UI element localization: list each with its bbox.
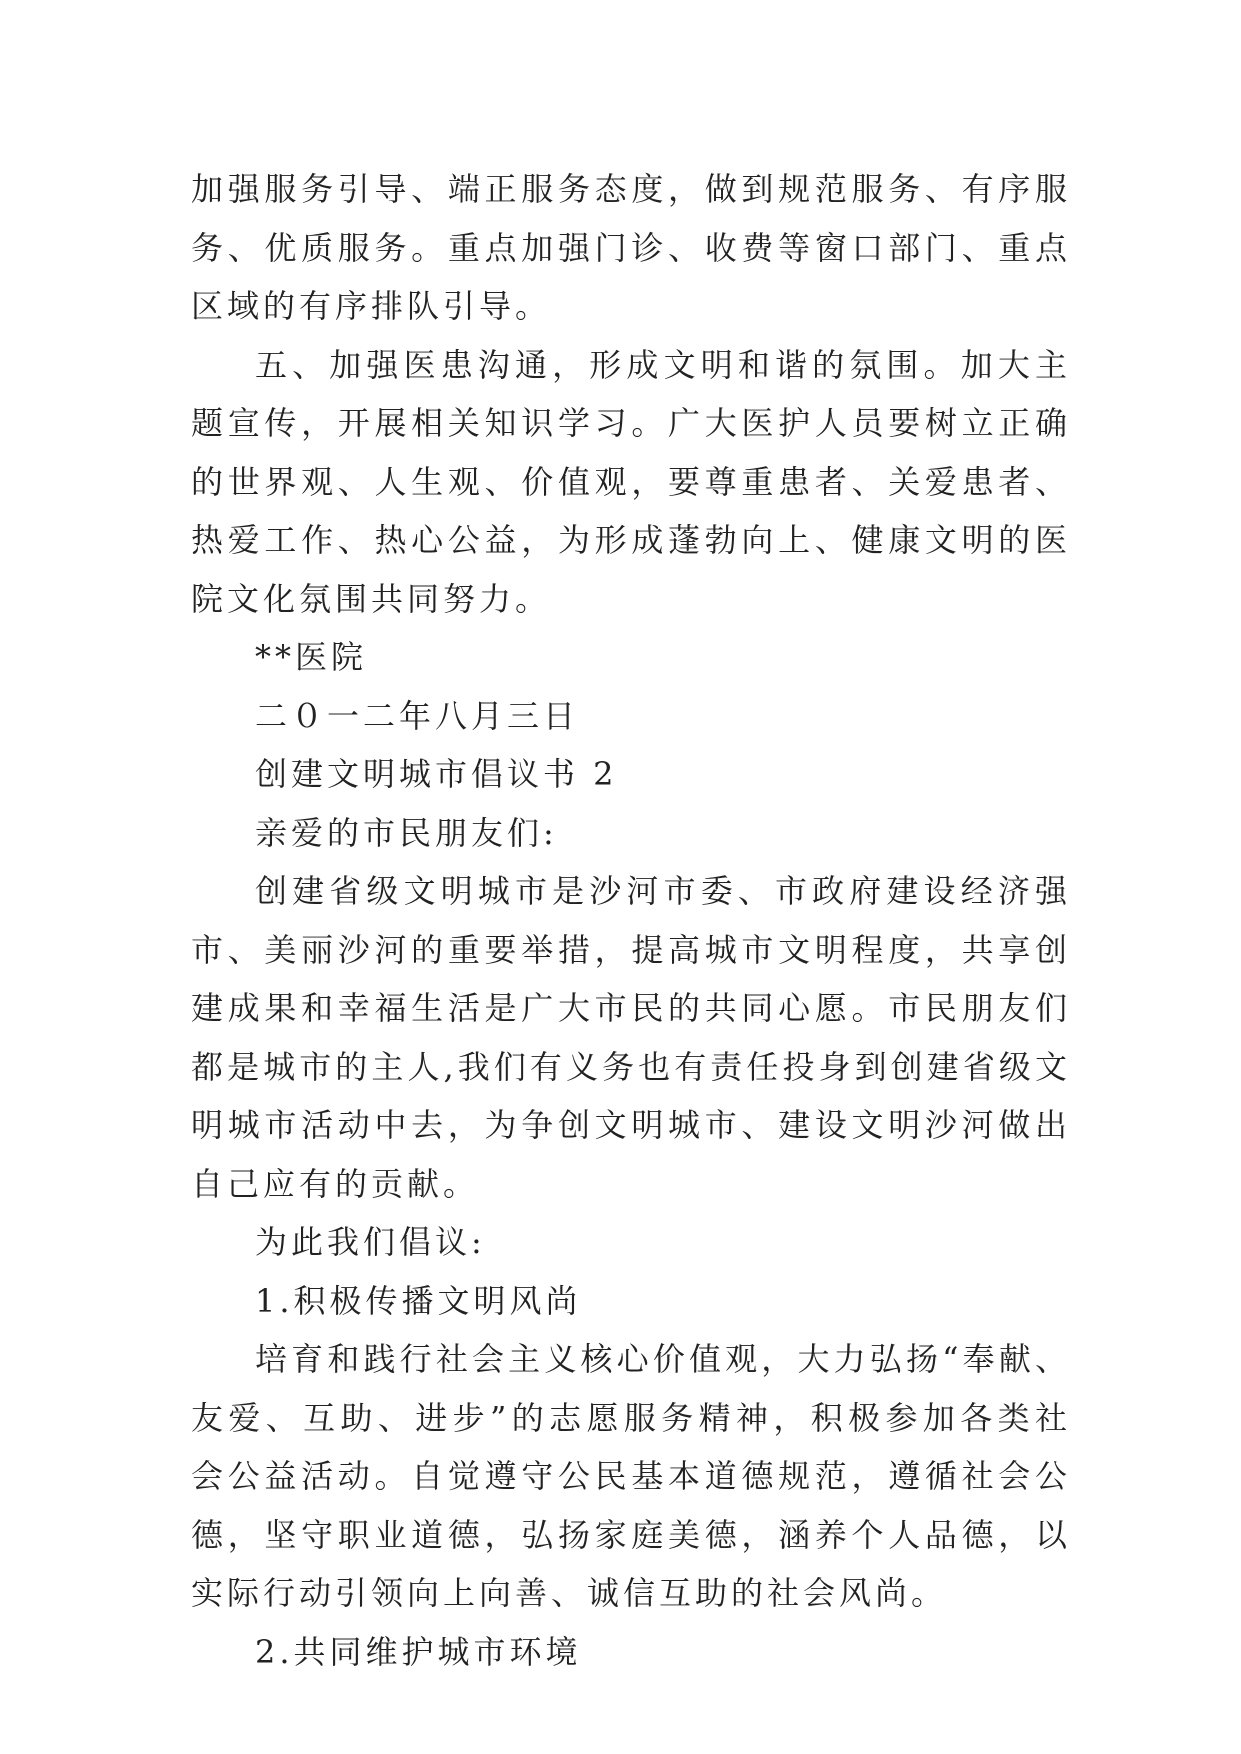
salutation: 亲爱的市民朋友们:	[255, 813, 558, 852]
proposal-lead: 为此我们倡议:	[255, 1223, 486, 1261]
proposal-heading-2: 2.共同维护城市环境	[255, 1632, 582, 1671]
signature-date: 二０一二年八月三日	[255, 696, 580, 735]
section-title: 创建文明城市倡议书 2	[255, 755, 618, 793]
document-body	[191, 160, 1071, 1681]
signature-hospital: **医院	[255, 638, 368, 676]
proposal-heading-1: 1.积极传播文明风尚	[255, 1281, 582, 1320]
proposal-body-1: 培育和践行社会主义核心价值观，大力弘扬“奉献、友爱、互助、进步”的志愿服务精神，积极参加各类社会公益活动。自觉遵守公民基本道德规范，遵循社会公德，坚守职业道德，弘扬家庭美德，涵养个人品德，以实际行动引领向上向善、诚信互助的社会风尚。	[191, 1340, 1071, 1612]
paragraph-service-guidance: 加强服务引导、端正服务态度，做到规范服务、有序服务、优质服务。重点加强门诊、收费等窗口部门、重点区域的有序排队引导。	[191, 170, 1071, 325]
paragraph-intro: 创建省级文明城市是沙河市委、市政府建设经济强市、美丽沙河的重要举措，提高城市文明程度，共享创建成果和幸福生活是广大市民的共同心愿。市民朋友们都是城市的主人,我们有义务也有责任投身到创建省级文明城市活动中去，为争创文明城市、建设文明沙河做出自己应有的贡献。	[191, 872, 1071, 1203]
paragraph-doctor-patient-communication: 五、加强医患沟通，形成文明和谐的氛围。加大主题宣传，开展相关知识学习。广大医护人员要树立正确的世界观、人生观、价值观，要尊重患者、关爱患者、热爱工作、热心公益，为形成蓬勃向上、健康文明的医院文化氛围共同努力。	[191, 345, 1071, 618]
